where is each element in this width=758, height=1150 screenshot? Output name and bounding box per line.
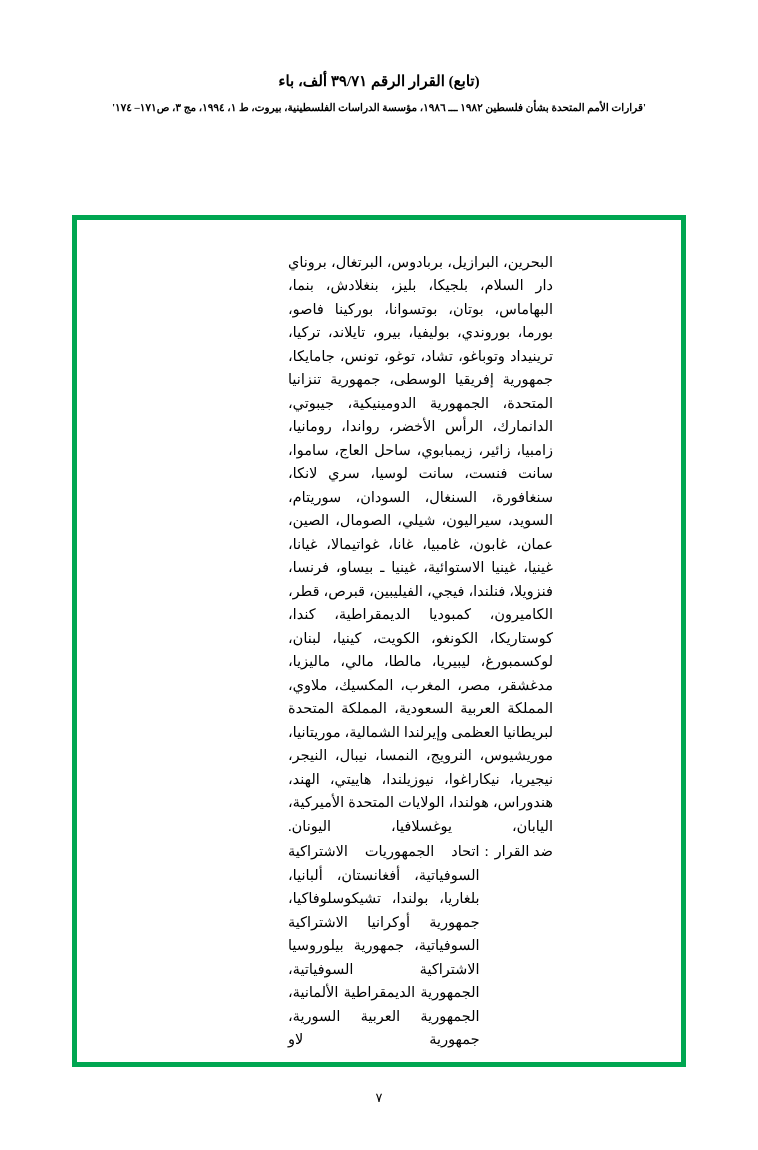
against-resolution-label: ضد القرار (494, 844, 553, 861)
content-frame (72, 215, 686, 1067)
against-resolution-colon: : (484, 844, 489, 861)
page-number: ٧ (375, 1090, 383, 1105)
page-title: (تابع) القرار الرقم ٣٩/٧١ ألف، باء (278, 74, 480, 90)
body-text-column (288, 252, 553, 1052)
document-page (0, 72, 758, 1150)
source-citation: 'قرارات الأمم المتحدة بشأن فلسطين ١٩٨٢ ـــ ١٩٨٦، مؤسسة الدراسات الفلسطينية، بيروت، ط ١، ١٩٩٤، مج ٣، ص١٧١– ١٧٤' (112, 103, 646, 114)
against-resolution-block (288, 841, 553, 1052)
against-resolution-text: اتحاد الجمهوريات الاشتراكية السوفياتية، أفغانستان، ألبانيا، بلغاريا، بولندا، تشيكوسلوفاكيا، جمهورية أوكرانيا الاشتراكية السوفياتية، جمهورية بيلوروسيا الاشتراكية السوفياتية، الجمهورية الديمقراطية الألمانية، الجمهورية العربية السورية، جمهورية لاو (288, 844, 480, 1048)
countries-paragraph: البحرين، البرازيل، بربادوس، البرتغال، بروناي دار السلام، بلجيكا، بليز، بنغلادش، بنما، البهاماس، بوتان، بوتسوانا، بوركينا فاصو، بورما، بوروندي، بوليفيا، بيرو، تايلاند، تركيا، ترينيداد وتوباغو، تشاد، توغو، تونس، جامايكا، جمهورية إفريقيا الوسطى، جمهورية تنزانيا المتحدة، الجمهورية الدومينيكية، جيبوتي، الدانمارك، الرأس الأخضر، رواندا، رومانيا، زامبيا، زائير، زيمبابوي، ساحل العاج، ساموا، سانت فنست، سانت لوسيا، سري لانكا، سنغافورة، السنغال، السودان، سوريتام، السويد، سيراليون، شيلي، الصومال، الصين، عمان، غابون، غامبيا، غانا، غواتيمالا، غيانا، غينيا، غينيا الاستوائية، غينيا ـ بيساو، فرنسا، فنزويلا، فنلندا، فيجي، الفيليبين، قبرص، قطر، الكاميرون، كمبوديا الديمقراطية، كندا، كوستاريكا، الكونغو، الكويت، كينيا، لبنان، لوكسمبورغ، ليبيريا، مالطا، مالي، ماليزيا، مدغشقر، مصر، المغرب، المكسيك، ملاوي، المملكة العربية السعودية، المملكة المتحدة لبريطانيا العظمى وإيرلندا الشمالية، موريتانيا، موريشيوس، النرويج، النمسا، نيبال، النيجر، نيجيريا، نيكاراغوا، نيوزيلندا، هاييتي، الهند، هندوراس، هولندا، الولايات المتحدة الأميركية، اليابان، يوغسلافيا، اليونان. (288, 255, 553, 835)
against-resolution-row (288, 841, 553, 1052)
